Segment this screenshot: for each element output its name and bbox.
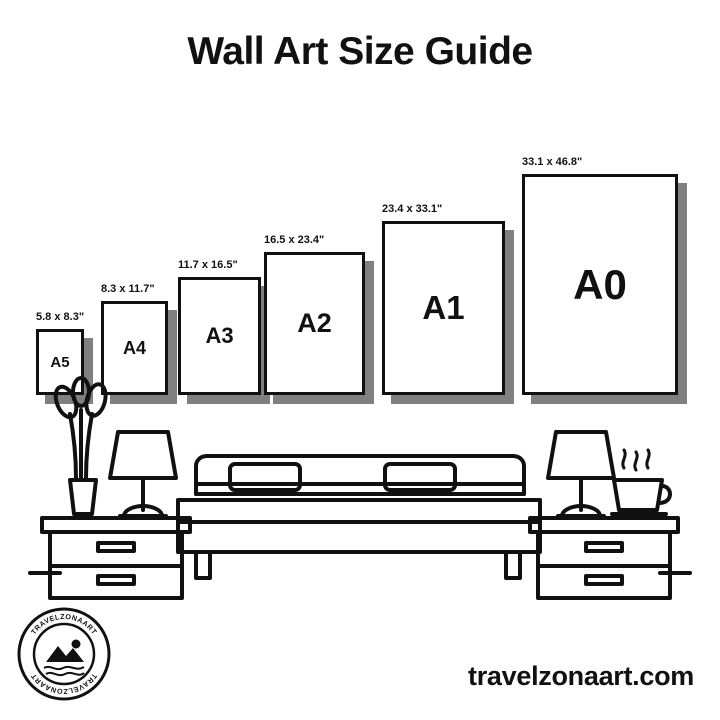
frame-box bbox=[522, 174, 678, 395]
frame-size-label: A1 bbox=[422, 289, 465, 326]
frame-box bbox=[382, 221, 505, 395]
left-nightstand bbox=[42, 518, 190, 598]
frame-size-row bbox=[0, 105, 720, 395]
vase-with-flowers bbox=[52, 378, 109, 514]
frame-a1 bbox=[382, 203, 505, 395]
logo-ring-text-bottom: TRAVELZONAART bbox=[28, 671, 100, 697]
frame-size-label: A4 bbox=[122, 337, 146, 358]
logo-mountain-icon bbox=[44, 640, 84, 676]
frame-size-label: A0 bbox=[573, 260, 627, 308]
coffee-cup bbox=[612, 450, 670, 514]
frame-dimension-label: 8.3 x 11.7" bbox=[101, 283, 155, 295]
frame-dimension-label: 11.7 x 16.5" bbox=[178, 259, 238, 271]
frame-dimension-label: 33.1 x 46.8" bbox=[522, 156, 583, 168]
website-url: travelzonaart.com bbox=[468, 661, 694, 691]
frame-size-label: A2 bbox=[297, 308, 332, 338]
frame-size-label: A5 bbox=[50, 353, 70, 371]
frame-dimension-label: 16.5 x 23.4" bbox=[264, 234, 325, 246]
page-title: Wall Art Size Guide bbox=[187, 30, 533, 73]
frame-a0 bbox=[522, 156, 678, 395]
bed bbox=[178, 456, 540, 578]
left-lamp bbox=[110, 432, 176, 516]
bedroom-scene bbox=[0, 370, 720, 600]
frame-dimension-label: 5.8 x 8.3" bbox=[36, 311, 85, 323]
brand-logo bbox=[16, 606, 112, 702]
frame-dimension-label: 23.4 x 33.1" bbox=[382, 203, 443, 215]
frame-size-label: A3 bbox=[205, 323, 234, 348]
logo-ring-text-top: TRAVELZONAART bbox=[28, 611, 100, 637]
right-nightstand bbox=[530, 518, 678, 598]
right-lamp bbox=[548, 432, 614, 516]
